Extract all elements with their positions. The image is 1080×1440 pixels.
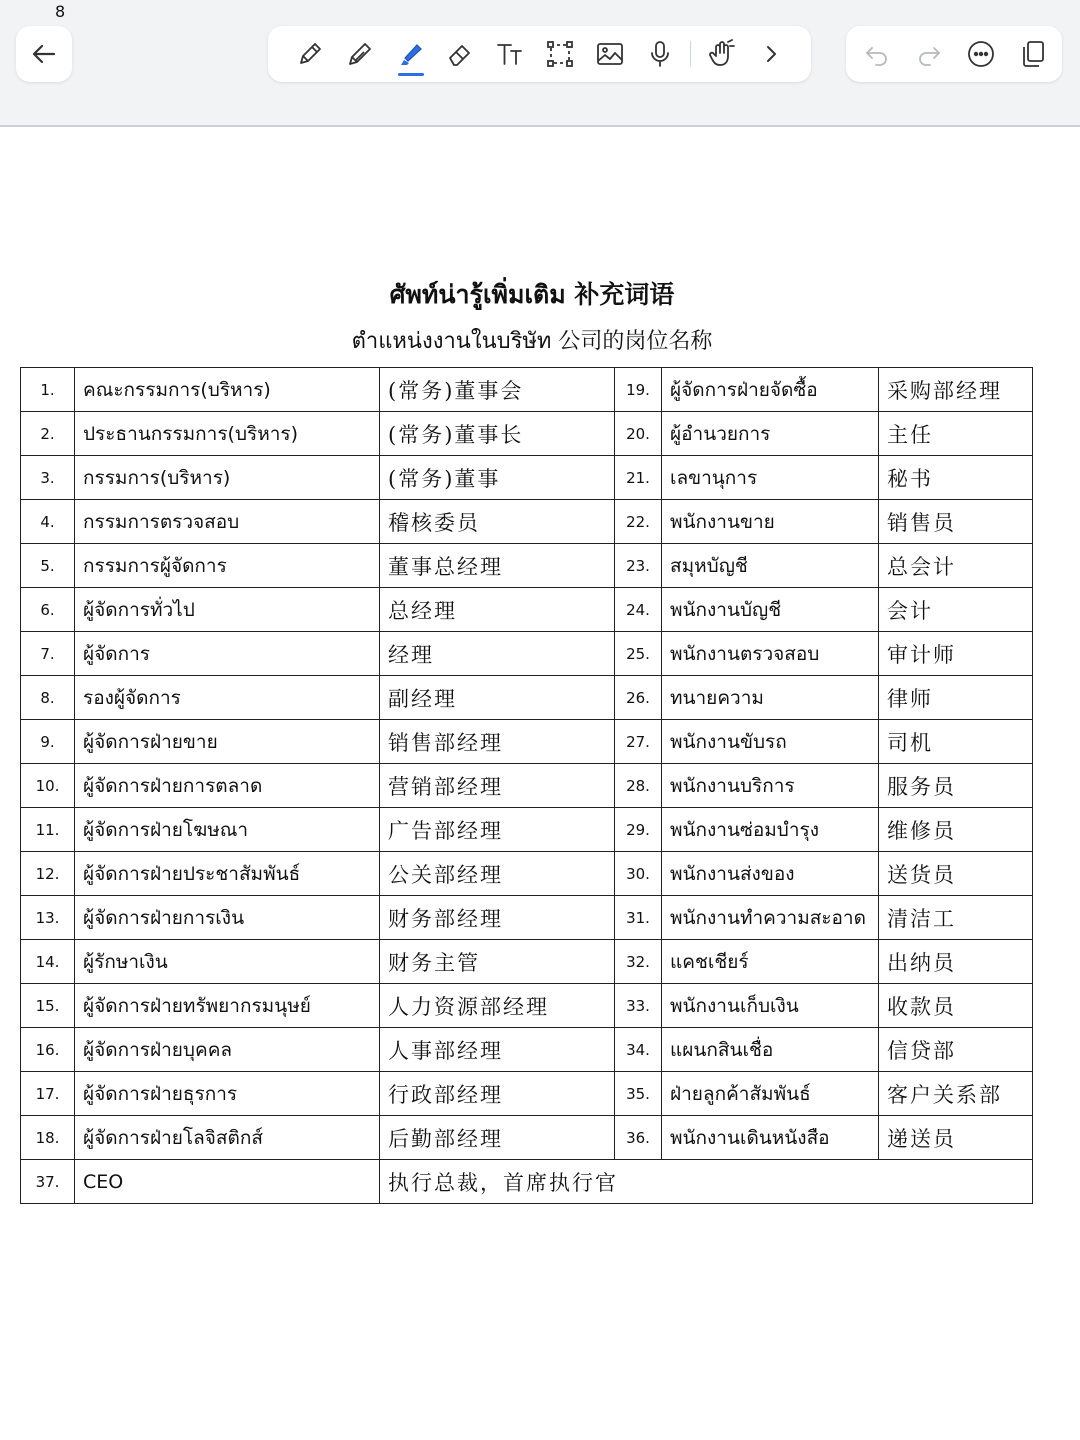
chinese-term: 司机 <box>879 720 1033 764</box>
thai-term: พนักงานบริการ <box>662 764 879 808</box>
table-row <box>21 368 1033 412</box>
row-number: 14. <box>21 940 75 984</box>
row-number: 35. <box>615 1072 662 1116</box>
chinese-term: 经理 <box>380 632 615 676</box>
eraser-tool[interactable] <box>436 30 484 78</box>
chinese-term: 信贷部 <box>879 1028 1033 1072</box>
row-number: 16. <box>21 1028 75 1072</box>
table-row <box>21 676 1033 720</box>
highlighter-icon <box>395 39 425 69</box>
chevron-right-icon <box>756 39 786 69</box>
chinese-term: 销售部经理 <box>380 720 615 764</box>
chinese-term: 董事总经理 <box>380 544 615 588</box>
table-row <box>21 412 1033 456</box>
row-number: 29. <box>615 808 662 852</box>
thai-term: พนักงานส่งของ <box>662 852 879 896</box>
thai-term: กรรมการผู้จัดการ <box>75 544 380 588</box>
row-number: 2. <box>21 412 75 456</box>
drawing-tools <box>268 26 811 82</box>
chinese-term: 审计师 <box>879 632 1033 676</box>
microphone-icon <box>645 39 675 69</box>
row-number: 11. <box>21 808 75 852</box>
row-number: 12. <box>21 852 75 896</box>
thai-term: ผู้อำนวยการ <box>662 412 879 456</box>
undo-icon <box>862 39 892 69</box>
more-icon <box>966 39 996 69</box>
undo-button[interactable] <box>854 30 900 78</box>
row-number: 17. <box>21 1072 75 1116</box>
chinese-term: 送货员 <box>879 852 1033 896</box>
chinese-term: 递送员 <box>879 1116 1033 1160</box>
table-row <box>21 764 1033 808</box>
image-tool[interactable] <box>586 30 634 78</box>
actions-bar <box>846 26 1062 82</box>
more-button[interactable] <box>958 30 1004 78</box>
expand-tools-button[interactable] <box>747 30 795 78</box>
thai-term: พนักงานซ่อมบำรุง <box>662 808 879 852</box>
thai-term: คณะกรรมการ(บริหาร) <box>75 368 380 412</box>
table-row <box>21 1116 1033 1160</box>
text-tool[interactable] <box>486 30 534 78</box>
table-row <box>21 456 1033 500</box>
thai-term: กรรมการตรวจสอบ <box>75 500 380 544</box>
table-row <box>21 852 1033 896</box>
row-number: 3. <box>21 456 75 500</box>
thai-term: พนักงานทำความสะอาด <box>662 896 879 940</box>
row-number: 27. <box>615 720 662 764</box>
job-titles-table <box>20 367 1033 1204</box>
thai-term: ผู้จัดการฝ่ายประชาสัมพันธ์ <box>75 852 380 896</box>
row-number: 33. <box>615 984 662 1028</box>
chinese-term: 行政部经理 <box>380 1072 615 1116</box>
thai-term: ผู้จัดการทั่วไป <box>75 588 380 632</box>
back-arrow-icon <box>30 40 58 68</box>
thai-term: ผู้จัดการฝ่ายบุคคล <box>75 1028 380 1072</box>
row-number: 30. <box>615 852 662 896</box>
pen-tool[interactable] <box>286 30 334 78</box>
thai-term: ทนายความ <box>662 676 879 720</box>
row-number: 19. <box>615 368 662 412</box>
table-row <box>21 808 1033 852</box>
chinese-term: 采购部经理 <box>879 368 1033 412</box>
row-number: 23. <box>615 544 662 588</box>
table-row-last <box>21 1160 1033 1204</box>
pen-icon <box>295 39 325 69</box>
row-number: 4. <box>21 500 75 544</box>
page-number: 8 <box>55 2 66 21</box>
chinese-term: 总经理 <box>380 588 615 632</box>
thai-term: แผนกสินเชื่อ <box>662 1028 879 1072</box>
table-row <box>21 588 1033 632</box>
thai-term: พนักงานขับรถ <box>662 720 879 764</box>
chinese-term: 收款员 <box>879 984 1033 1028</box>
document-subtitle: ตำแหน่งงานในบริษัท 公司的岗位名称 <box>351 329 713 354</box>
chinese-term: 维修员 <box>879 808 1033 852</box>
lasso-icon <box>545 39 575 69</box>
thai-term: พนักงานบัญชี <box>662 588 879 632</box>
thai-term: ผู้จัดการฝ่ายการเงิน <box>75 896 380 940</box>
row-number: 26. <box>615 676 662 720</box>
eraser-icon <box>445 39 475 69</box>
thai-term: สมุหบัญชี <box>662 544 879 588</box>
pages-icon <box>1018 39 1048 69</box>
chinese-term: (常务)董事 <box>380 456 615 500</box>
chinese-term: (常务)董事会 <box>380 368 615 412</box>
row-number: 18. <box>21 1116 75 1160</box>
thai-term: แคชเชียร์ <box>662 940 879 984</box>
table-row <box>21 984 1033 1028</box>
chinese-term: 主任 <box>879 412 1033 456</box>
chinese-term: 销售员 <box>879 500 1033 544</box>
row-number: 37. <box>21 1160 75 1204</box>
document-page[interactable] <box>0 127 1080 1440</box>
redo-icon <box>914 39 944 69</box>
toolbar-divider <box>690 41 691 67</box>
thai-term: พนักงานเดินหนังสือ <box>662 1116 879 1160</box>
row-number: 22. <box>615 500 662 544</box>
chinese-term: (常务)董事长 <box>380 412 615 456</box>
lasso-tool[interactable] <box>536 30 584 78</box>
chinese-term: 营销部经理 <box>380 764 615 808</box>
row-number: 6. <box>21 588 75 632</box>
chinese-term: 清洁工 <box>879 896 1033 940</box>
row-number: 15. <box>21 984 75 1028</box>
row-number: 13. <box>21 896 75 940</box>
row-number: 20. <box>615 412 662 456</box>
thai-term: ผู้จัดการฝ่ายจัดซื้อ <box>662 368 879 412</box>
redo-button[interactable] <box>906 30 952 78</box>
chinese-term: 公关部经理 <box>380 852 615 896</box>
chinese-term: 财务部经理 <box>380 896 615 940</box>
table-row <box>21 1072 1033 1116</box>
thai-term: รองผู้จัดการ <box>75 676 380 720</box>
table-row <box>21 720 1033 764</box>
thai-term: พนักงานเก็บเงิน <box>662 984 879 1028</box>
chinese-term: 总会计 <box>879 544 1033 588</box>
chinese-term: 人事部经理 <box>380 1028 615 1072</box>
thai-term: ผู้รักษาเงิน <box>75 940 380 984</box>
table-row <box>21 544 1033 588</box>
row-number: 1. <box>21 368 75 412</box>
row-number: 31. <box>615 896 662 940</box>
english-term: CEO <box>75 1160 380 1204</box>
row-number: 8. <box>21 676 75 720</box>
chinese-term: 会计 <box>879 588 1033 632</box>
chinese-term: 稽核委员 <box>380 500 615 544</box>
thai-term: กรรมการ(บริหาร) <box>75 456 380 500</box>
thai-term: ผู้จัดการฝ่ายโฆษณา <box>75 808 380 852</box>
pencil-icon <box>345 39 375 69</box>
thai-term: ผู้จัดการฝ่ายธุรการ <box>75 1072 380 1116</box>
row-number: 25. <box>615 632 662 676</box>
thai-term: ผู้จัดการฝ่ายโลจิสติกส์ <box>75 1116 380 1160</box>
hand-icon <box>706 39 736 69</box>
row-number: 7. <box>21 632 75 676</box>
pages-button[interactable] <box>1010 30 1056 78</box>
back-button[interactable] <box>16 26 72 82</box>
chinese-term: 出纳员 <box>879 940 1033 984</box>
row-number: 32. <box>615 940 662 984</box>
text-icon <box>495 39 525 69</box>
hand-tool[interactable] <box>697 30 745 78</box>
highlighter-tool[interactable] <box>386 30 434 78</box>
chinese-term: 财务主管 <box>380 940 615 984</box>
chinese-term: 广告部经理 <box>380 808 615 852</box>
chinese-term: 服务员 <box>879 764 1033 808</box>
document-title: ศัพท์น่ารู้เพิ่มเติม 补充词语 <box>389 280 675 309</box>
table-row <box>21 1028 1033 1072</box>
thai-term: ผู้จัดการ <box>75 632 380 676</box>
chinese-term: 律师 <box>879 676 1033 720</box>
thai-term: เลขานุการ <box>662 456 879 500</box>
table-row <box>21 500 1033 544</box>
row-number: 5. <box>21 544 75 588</box>
row-number: 36. <box>615 1116 662 1160</box>
top-toolbar <box>0 0 1080 127</box>
row-number: 10. <box>21 764 75 808</box>
chinese-term: 秘书 <box>879 456 1033 500</box>
thai-term: ผู้จัดการฝ่ายการตลาด <box>75 764 380 808</box>
microphone-tool[interactable] <box>636 30 684 78</box>
row-number: 9. <box>21 720 75 764</box>
row-number: 24. <box>615 588 662 632</box>
thai-term: พนักงานตรวจสอบ <box>662 632 879 676</box>
thai-term: ฝ่ายลูกค้าสัมพันธ์ <box>662 1072 879 1116</box>
thai-term: พนักงานขาย <box>662 500 879 544</box>
table-row <box>21 940 1033 984</box>
thai-term: ผู้จัดการฝ่ายขาย <box>75 720 380 764</box>
pencil-tool[interactable] <box>336 30 384 78</box>
chinese-term: 副经理 <box>380 676 615 720</box>
table-row <box>21 896 1033 940</box>
table-row <box>21 632 1033 676</box>
thai-term: ประธานกรรมการ(บริหาร) <box>75 412 380 456</box>
chinese-term: 人力资源部经理 <box>380 984 615 1028</box>
image-icon <box>595 39 625 69</box>
chinese-term: 后勤部经理 <box>380 1116 615 1160</box>
row-number: 34. <box>615 1028 662 1072</box>
row-number: 28. <box>615 764 662 808</box>
chinese-term: 执行总裁，首席执行官 <box>380 1160 1033 1204</box>
chinese-term: 客户关系部 <box>879 1072 1033 1116</box>
thai-term: ผู้จัดการฝ่ายทรัพยากรมนุษย์ <box>75 984 380 1028</box>
row-number: 21. <box>615 456 662 500</box>
